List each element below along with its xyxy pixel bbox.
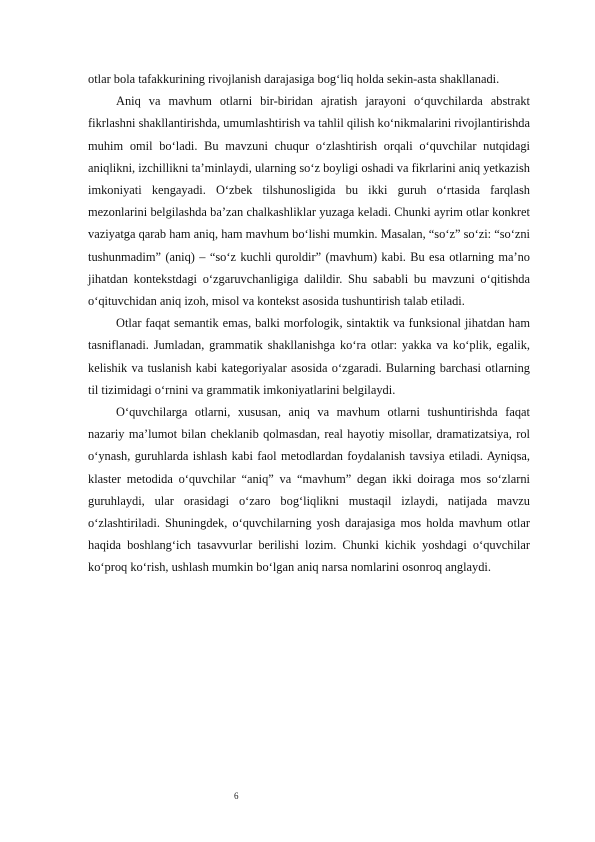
page-number: 6: [234, 791, 239, 801]
paragraph-3: Otlar faqat semantik emas, balki morfologik, sintaktik va funksional jihatdan ham tasniflanadi. Jumladan, grammatik shakllanishga ko‘ra otlar: yakka va ko‘plik, egalik, kelishik va tuslanish kabi kategoriyalar asosida o‘zgaradi. Bularning barchasi otlarning til tizimidagi o‘rnini va grammatik imkoniyatlarini belgilaydi.: [88, 316, 530, 397]
body-text: [88, 68, 530, 579]
paragraph-2: Aniq va mavhum otlarni bir-biridan ajratish jarayoni o‘quvchilarda abstrakt fikrlashni shakllantirishda, umumlashtirish va tahlil qilish ko‘nikmalarini rivojlantirishda muhim omil bo‘ladi. Bu mavzuni chuqur o‘zlashtirish orqali o‘quvchilar nutqidagi aniqlikni, izchillikni ta’minlaydi, ularning so‘z boyligi oshadi va fikrlarini aniq yetkazish imkoniyati kengayadi. O‘zbek tilshunosligida bu ikki guruh o‘rtasida farqlash mezonlarini belgilashda ba’zan chalkashliklar yuzaga keladi. Chunki ayrim otlar konkret vaziyatga qarab ham aniq, ham mavhum bo‘lishi mumkin. Masalan, “so‘z” so‘zi: “so‘zni tushunmadim” (aniq) – “so‘z kuchli quroldir” (mavhum) kabi. Bu esa otlarning ma’no jihatdan kontekstdagi o‘zgaruvchanligiga dalildir. Shu sababli bu mavzuni o‘qitishda o‘qituvchidan aniq izoh, misol va kontekst asosida tushuntirish talab etiladi.: [88, 94, 530, 309]
paragraph-4: O‘quvchilarga otlarni, xususan, aniq va mavhum otlarni tushuntirishda faqat nazariy ma’lumot bilan cheklanib qolmasdan, real hayotiy misollar, dramatizatsiya, rol o‘ynash, guruhlarda ishlash kabi faol metodlardan foydalanish tavsiya etiladi. Ayniqsa, klaster metodida o‘quvchilar “aniq” va “mavhum” degan ikki doiraga mos so‘zlarni guruhlaydi, ular orasidagi o‘zaro bog‘liqlikni mustaqil izlaydi, natijada mavzu o‘zlashtiriladi. Shuningdek, o‘quvchilarning yosh darajasiga mos holda mavhum otlar haqida boshlang‘ich tasavvurlar berilishi lozim. Chunki kichik yoshdagi o‘quvchilar ko‘proq ko‘rish, ushlash mumkin bo‘lgan aniq narsa nomlarini osonroq anglaydi.: [88, 405, 530, 575]
paragraph-1: otlar bola tafakkurining rivojlanish darajasiga bog‘liq holda sekin-asta shakllanadi.: [88, 72, 500, 86]
